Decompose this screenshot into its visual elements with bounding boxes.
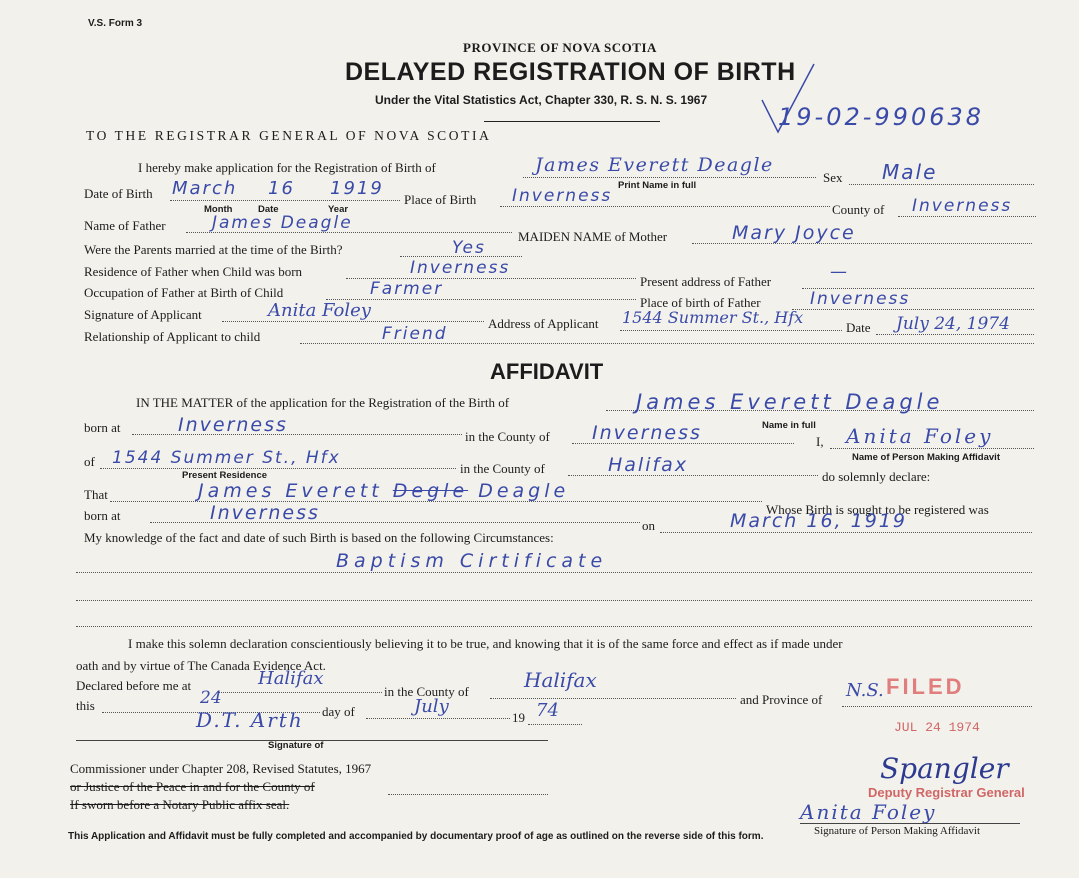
affidavit-child-name-field[interactable]: James Everett Deagle — [636, 390, 944, 414]
province-label: and Province of — [740, 692, 823, 707]
mother-label: MAIDEN NAME of Mother — [518, 229, 668, 244]
in-county-label-3: in the County of — [384, 684, 469, 699]
document-title: DELAYED REGISTRATION OF BIRTH — [345, 58, 796, 86]
address-applicant-label: Address of Applicant — [488, 316, 599, 331]
signature-of-label: Signature of — [268, 740, 324, 751]
year-field[interactable]: 74 — [536, 700, 559, 721]
address-applicant-field[interactable]: 1544 Summer St., Hfx — [622, 308, 804, 327]
this-label: this — [76, 698, 95, 713]
footer-instruction: This Application and Affidavit must be fully completed and accompanied by documentary proof of age as outlined on the reverse side of this form. — [68, 831, 764, 842]
commissioner-line: Commissioner under Chapter 208, Revised Statutes, 1967 — [70, 761, 372, 776]
residence-field[interactable]: 1544 Summer St., Hfx — [112, 448, 341, 468]
sig-applicant-label: Signature of Applicant — [84, 307, 202, 322]
married-label: Were the Parents married at the time of the Birth? — [84, 242, 343, 257]
affiant-signature[interactable]: Anita Foley — [800, 800, 937, 824]
stamp-deputy: Deputy Registrar General — [868, 785, 1025, 800]
child-name-field[interactable]: James Everett Deagle — [535, 154, 774, 176]
that-name-last: Deagle — [478, 480, 570, 502]
place-of-birth-label: Place of Birth — [404, 192, 477, 207]
dob-date-field[interactable]: 16 — [268, 178, 295, 199]
place-of-birth-field[interactable]: Inverness — [512, 186, 613, 206]
affiant-signature-line — [800, 823, 1020, 824]
circumstances-field[interactable]: Baptism Cirtificate — [336, 550, 608, 572]
matter-label: IN THE MATTER of the application for the Registration of the Birth of — [136, 395, 510, 410]
relationship-field[interactable]: Friend — [382, 324, 448, 344]
month-label: Month — [204, 204, 233, 215]
day-field[interactable]: 24 — [200, 688, 222, 708]
county-field[interactable]: Inverness — [912, 196, 1013, 216]
to-registrar: TO THE REGISTRAR GENERAL OF NOVA SCOTIA — [86, 128, 492, 143]
in-county-label: in the County of — [465, 429, 550, 444]
residence-father-label: Residence of Father when Child was born — [84, 264, 303, 279]
date-label-2: Date — [846, 320, 871, 335]
year-label: Year — [328, 204, 349, 215]
form-number: V.S. Form 3 — [88, 18, 143, 29]
that-label: That — [84, 487, 108, 502]
person-making-affidavit-label: Name of Person Making Affidavit — [852, 452, 1000, 463]
application-date-field[interactable]: July 24, 1974 — [896, 314, 1010, 334]
present-address-father-label: Present address of Father — [640, 274, 772, 289]
occupation-label: Occupation of Father at Birth of Child — [84, 285, 284, 300]
present-residence-label: Present Residence — [182, 470, 268, 481]
residence-father-field[interactable]: Inverness — [410, 258, 511, 278]
sex-label: Sex — [823, 170, 843, 185]
knowledge-label: My knowledge of the fact and date of such Birth is based on the following Circumstances: — [84, 530, 554, 545]
place-birth-father-label: Place of birth of Father — [640, 295, 761, 310]
affidavit-heading: AFFIDAVIT — [490, 359, 604, 384]
that-name-first: James Everett — [198, 480, 383, 502]
stamp-date: JUL 24 1974 — [894, 720, 980, 735]
county-label: County of — [832, 202, 885, 217]
declaration-line-1: I make this solemn declaration conscientiously believing it to be true, and knowing that it is of the same force and effect as if made under — [128, 636, 843, 651]
province-heading: PROVINCE OF NOVA SCOTIA — [463, 40, 657, 55]
intro-label: I hereby make application for the Registration of Birth of — [138, 160, 436, 175]
on-label: on — [642, 518, 655, 533]
declaration-line-2: oath and by virtue of The Canada Evidence Act. — [76, 658, 326, 673]
check-mark-icon — [760, 60, 820, 140]
title-underline — [484, 121, 660, 122]
sex-field[interactable]: Male — [882, 160, 938, 184]
father-field[interactable]: James Deagle — [212, 213, 353, 233]
registration-number: 19-02-990638 — [778, 103, 985, 131]
dob-month-field[interactable]: March — [172, 178, 238, 199]
born-at-field[interactable]: Inverness — [178, 414, 288, 436]
stamp-filed: FILED — [886, 674, 965, 699]
name-in-full-label: Name in full — [762, 420, 816, 431]
declared-at-field[interactable]: Halifax — [258, 668, 324, 689]
occupation-field[interactable]: Farmer — [370, 279, 444, 299]
print-name-label: Print Name in full — [618, 180, 697, 191]
justice-line: or Justice of the Peace in and for the County of — [70, 779, 315, 794]
month-field[interactable]: July — [414, 696, 449, 717]
notary-line — [70, 797, 289, 813]
born-at-field-2[interactable]: Inverness — [210, 502, 320, 524]
affiant-name-field[interactable]: Anita Foley — [846, 424, 994, 448]
dob-label: Date of Birth — [84, 186, 153, 201]
deputy-signature: Spangler — [880, 752, 1009, 785]
applicant-signature[interactable]: Anita Foley — [268, 300, 371, 321]
born-on-field[interactable]: March 16, 1919 — [730, 510, 907, 532]
born-at-label-2: born at — [84, 508, 121, 523]
dob-year-field[interactable]: 1919 — [330, 178, 384, 199]
declare-label: do solemnly declare: — [822, 469, 931, 484]
commissioner-signature[interactable]: D.T. Arth — [196, 708, 304, 732]
residence-county-field[interactable]: Halifax — [608, 454, 689, 476]
date-label: Date — [258, 204, 279, 215]
in-county-label-2: in the County of — [460, 461, 545, 476]
affiant-signature-label: Signature of Person Making Affidavit — [814, 825, 980, 837]
whose-birth-label: Whose Birth is sought to be registered was — [766, 502, 989, 517]
married-field[interactable]: Yes — [452, 238, 486, 258]
that-name-field[interactable] — [198, 480, 569, 502]
day-of-label: day of — [322, 704, 355, 719]
present-address-father-field[interactable]: — — [830, 262, 849, 282]
born-at-label: born at — [84, 420, 121, 435]
declared-county-field[interactable]: Halifax — [524, 668, 597, 692]
of-label: of — [84, 454, 95, 469]
that-name-struck: Degle — [392, 480, 469, 502]
place-birth-father-field[interactable]: Inverness — [810, 289, 911, 309]
declared-label: Declared before me at — [76, 678, 192, 693]
father-label: Name of Father — [84, 218, 166, 233]
mother-field[interactable]: Mary Joyce — [732, 222, 856, 244]
relationship-label: Relationship of Applicant to child — [84, 329, 261, 344]
year-prefix: 19 — [512, 710, 525, 725]
i-label: I, — [816, 434, 824, 449]
document-subtitle: Under the Vital Statistics Act, Chapter 330, R. S. N. S. 1967 — [375, 93, 708, 107]
province-field[interactable]: N.S. — [846, 680, 884, 701]
notary-line-text: If sworn before a Notary Public affix seal. — [70, 797, 290, 812]
affidavit-county-field[interactable]: Inverness — [592, 422, 702, 444]
